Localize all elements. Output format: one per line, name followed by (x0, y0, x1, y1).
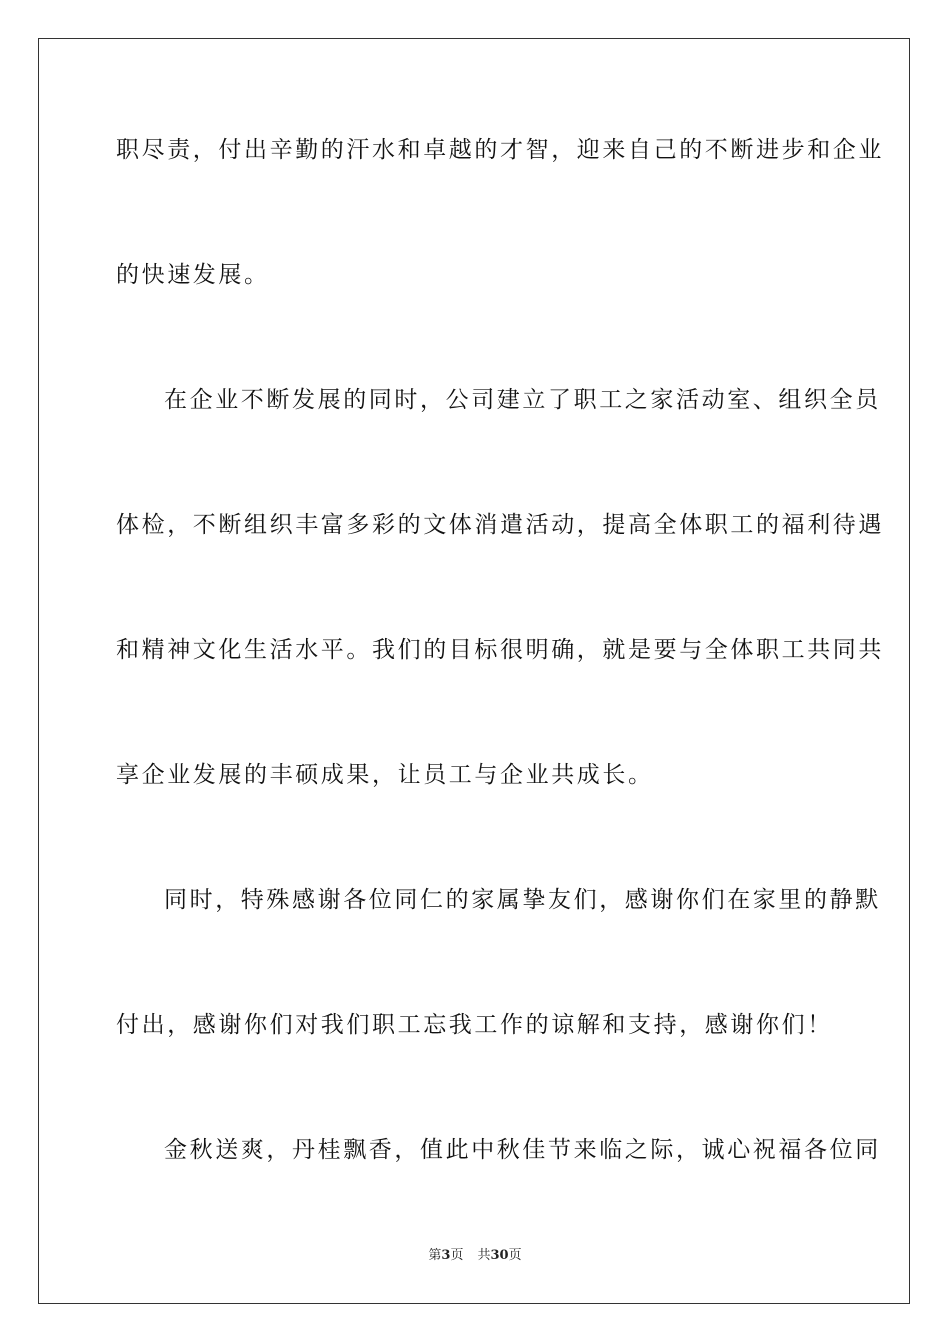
paragraph-line: 的快速发展。 (116, 262, 270, 288)
paragraph-line: 付出，感谢你们对我们职工忘我工作的谅解和支持，感谢你们！ (116, 1012, 833, 1038)
footer-page-prefix: 第 (428, 1248, 442, 1263)
page-footer (0, 1248, 950, 1264)
footer-page-number: 3 (441, 1248, 451, 1263)
paragraph-line: 体检，不断组织丰富多彩的文体消遣活动，提高全体职工的福利待遇 (116, 512, 884, 538)
footer-total-prefix: 共 (477, 1248, 491, 1263)
paragraph-line: 和精神文化生活水平。我们的目标很明确，就是要与全体职工共同共 (116, 637, 884, 663)
footer-page-suffix: 页 (450, 1248, 464, 1263)
footer-total-suffix: 页 (508, 1248, 522, 1263)
paragraph-line-indented: 金秋送爽，丹桂飘香，值此中秋佳节来临之际，诚心祝福各位同 (164, 1137, 881, 1163)
paragraph-line: 职尽责，付出辛勤的汗水和卓越的才智，迎来自己的不断进步和企业 (116, 137, 884, 163)
paragraph-line-indented: 同时，特殊感谢各位同仁的家属挚友们，感谢你们在家里的静默 (164, 887, 881, 913)
paragraph-line-indented: 在企业不断发展的同时，公司建立了职工之家活动室、组织全员 (164, 387, 881, 413)
footer-total-pages: 30 (490, 1248, 509, 1263)
page-border (38, 38, 910, 1304)
paragraph-line: 享企业发展的丰硕成果，让员工与企业共成长。 (116, 762, 654, 788)
